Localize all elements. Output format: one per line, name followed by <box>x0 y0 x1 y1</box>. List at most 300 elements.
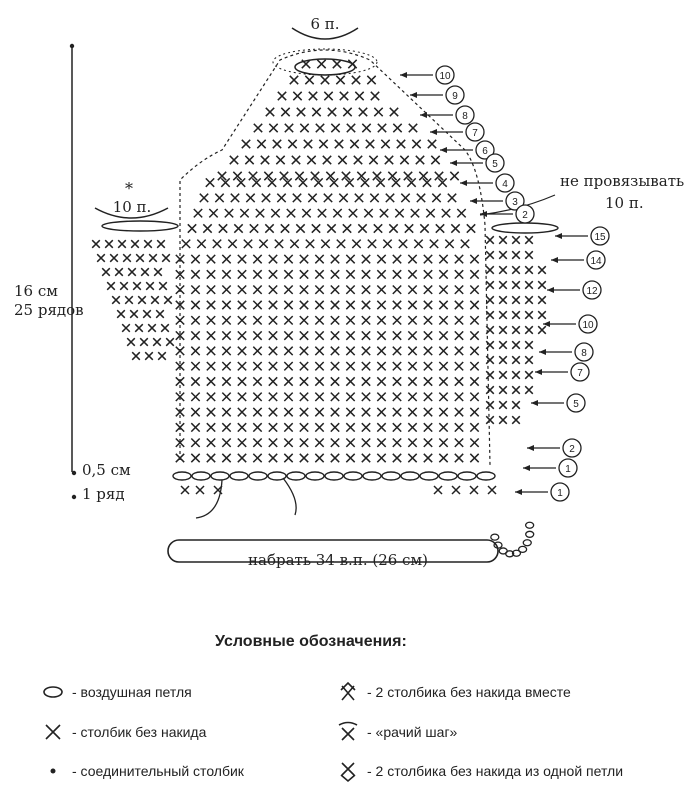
single-crochet-mark <box>499 251 507 259</box>
single-crochet-mark <box>92 240 100 248</box>
single-crochet-mark <box>408 255 416 263</box>
single-crochet-mark <box>130 310 138 318</box>
single-crochet-mark <box>393 377 401 385</box>
chain-loop-link <box>499 548 507 554</box>
single-crochet-mark <box>411 209 419 217</box>
single-crochet-mark <box>424 255 432 263</box>
single-crochet-mark <box>408 316 416 324</box>
single-crochet-mark <box>315 301 323 309</box>
single-crochet-mark <box>245 156 253 164</box>
single-crochet-mark <box>486 236 494 244</box>
single-crochet-mark <box>538 296 546 304</box>
single-crochet-mark <box>439 377 447 385</box>
row-number: 8 <box>581 348 587 359</box>
single-crochet-mark <box>336 76 344 84</box>
row-number: 1 <box>557 488 563 499</box>
row-number: 2 <box>569 444 575 455</box>
single-crochet-mark <box>284 255 292 263</box>
single-crochet-mark <box>470 347 478 355</box>
single-crochet-mark <box>164 296 172 304</box>
single-crochet-mark <box>312 108 320 116</box>
single-crochet-mark <box>346 454 354 462</box>
single-crochet-mark <box>253 286 261 294</box>
single-crochet-mark <box>191 454 199 462</box>
single-crochet-mark <box>512 386 520 394</box>
single-crochet-mark <box>207 270 215 278</box>
single-crochet-mark <box>238 255 246 263</box>
single-crochet-mark <box>499 416 507 424</box>
single-crochet-mark <box>300 124 308 132</box>
single-crochet-mark <box>408 393 416 401</box>
single-crochet-mark <box>300 377 308 385</box>
single-crochet-mark <box>318 209 326 217</box>
single-crochet-mark <box>331 454 339 462</box>
single-crochet-mark <box>434 486 442 494</box>
single-crochet-mark <box>284 454 292 462</box>
row-number: 8 <box>462 111 468 122</box>
chain-loop-link <box>491 534 499 540</box>
single-crochet-mark <box>231 194 239 202</box>
arrow-head <box>430 129 437 135</box>
single-crochet-mark <box>317 60 325 68</box>
single-crochet-mark <box>246 194 254 202</box>
single-crochet-mark <box>470 439 478 447</box>
single-crochet-mark <box>288 140 296 148</box>
single-crochet-mark <box>538 311 546 319</box>
single-crochet-mark <box>399 240 407 248</box>
single-crochet-mark <box>300 255 308 263</box>
single-crochet-mark <box>393 124 401 132</box>
single-crochet-mark <box>499 281 507 289</box>
single-crochet-mark <box>238 362 246 370</box>
mitten-contour <box>180 50 490 465</box>
single-crochet-mark <box>499 326 507 334</box>
single-crochet-mark <box>331 362 339 370</box>
single-crochet-mark <box>377 331 385 339</box>
single-crochet-mark <box>207 439 215 447</box>
single-crochet-mark <box>499 236 507 244</box>
single-crochet-mark <box>331 347 339 355</box>
single-crochet-mark <box>219 224 227 232</box>
single-crochet-mark <box>445 240 453 248</box>
single-crochet-mark <box>269 454 277 462</box>
single-crochet-mark <box>380 209 388 217</box>
single-crochet-mark <box>269 423 277 431</box>
arrow-head <box>543 321 550 327</box>
single-crochet-mark <box>145 352 153 360</box>
single-crochet-mark <box>107 282 115 290</box>
single-crochet-mark <box>238 270 246 278</box>
row-number: 10 <box>439 71 451 82</box>
single-crochet-mark <box>222 454 230 462</box>
single-crochet-mark <box>259 240 267 248</box>
single-crochet-mark <box>488 486 496 494</box>
single-crochet-mark <box>416 156 424 164</box>
single-crochet-mark <box>377 439 385 447</box>
single-crochet-mark <box>207 286 215 294</box>
single-crochet-mark <box>486 386 494 394</box>
single-crochet-mark <box>331 423 339 431</box>
single-crochet-mark <box>222 347 230 355</box>
single-crochet-mark <box>424 377 432 385</box>
single-crochet-mark <box>512 401 520 409</box>
single-crochet-mark <box>470 331 478 339</box>
single-crochet-mark <box>408 270 416 278</box>
single-crochet-mark <box>439 423 447 431</box>
single-crochet-mark <box>300 439 308 447</box>
single-crochet-mark <box>455 393 463 401</box>
single-crochet-mark <box>207 408 215 416</box>
single-crochet-mark <box>512 326 520 334</box>
single-crochet-mark <box>430 240 438 248</box>
single-crochet-mark <box>364 209 372 217</box>
arrow-head <box>420 112 427 118</box>
single-crochet-mark <box>269 408 277 416</box>
single-crochet-mark <box>284 331 292 339</box>
single-crochet-mark <box>284 362 292 370</box>
single-crochet-mark <box>128 268 136 276</box>
crab-stitch-icon <box>335 720 361 744</box>
single-crochet-mark <box>207 301 215 309</box>
foundation-chain-note: набрать 34 в.п. (26 см) <box>248 551 428 569</box>
row-number: 7 <box>577 368 583 379</box>
single-crochet-mark <box>408 454 416 462</box>
single-crochet-mark <box>146 282 154 290</box>
chain-stitch-mark <box>477 472 495 480</box>
single-crochet-mark <box>284 316 292 324</box>
left-stitch-count: 10 п. <box>112 198 152 216</box>
single-crochet-mark <box>203 224 211 232</box>
single-crochet-mark <box>346 270 354 278</box>
arrow-head <box>515 489 522 495</box>
single-crochet-mark <box>377 454 385 462</box>
single-crochet-mark <box>393 393 401 401</box>
single-crochet-mark <box>271 209 279 217</box>
row-number: 6 <box>482 146 488 157</box>
single-crochet-mark <box>395 209 403 217</box>
single-crochet-mark <box>346 423 354 431</box>
single-crochet-mark <box>499 371 507 379</box>
single-crochet-mark <box>284 286 292 294</box>
single-crochet-mark <box>230 156 238 164</box>
cuff-curves <box>196 478 296 518</box>
single-crochet-mark <box>253 301 261 309</box>
single-crochet-mark <box>273 140 281 148</box>
row-number: 12 <box>586 286 598 297</box>
single-crochet-mark <box>455 270 463 278</box>
single-crochet-mark <box>486 251 494 259</box>
single-crochet-mark <box>346 377 354 385</box>
single-crochet-mark <box>256 209 264 217</box>
row-number: 1 <box>565 464 571 475</box>
single-crochet-mark <box>222 286 230 294</box>
single-crochet-mark <box>162 254 170 262</box>
single-crochet-mark <box>499 401 507 409</box>
single-crochet-mark <box>257 140 265 148</box>
single-crochet-mark <box>144 240 152 248</box>
single-crochet-mark <box>499 296 507 304</box>
single-crochet-mark <box>300 301 308 309</box>
single-crochet-mark <box>244 240 252 248</box>
chain-stitch-mark <box>287 472 305 480</box>
single-crochet-mark <box>105 240 113 248</box>
chain-stitch-mark <box>173 472 191 480</box>
left-chain-oval <box>102 221 178 231</box>
single-crochet-mark <box>191 377 199 385</box>
single-crochet-mark <box>451 224 459 232</box>
single-crochet-mark <box>315 423 323 431</box>
single-crochet-mark <box>238 393 246 401</box>
single-crochet-mark <box>377 393 385 401</box>
single-crochet-mark <box>470 423 478 431</box>
single-crochet-mark <box>281 224 289 232</box>
single-crochet-mark <box>315 362 323 370</box>
single-crochet-mark <box>377 377 385 385</box>
single-crochet-mark <box>525 266 533 274</box>
single-crochet-mark <box>346 286 354 294</box>
single-crochet-mark <box>327 224 335 232</box>
row-number: 5 <box>573 399 579 410</box>
single-crochet-mark <box>486 401 494 409</box>
chain-stitch-mark <box>439 472 457 480</box>
single-crochet-mark <box>290 240 298 248</box>
single-crochet-mark <box>335 140 343 148</box>
single-crochet-mark <box>123 254 131 262</box>
star-mark: * <box>125 179 133 198</box>
single-crochet-mark <box>222 301 230 309</box>
single-crochet-mark <box>346 362 354 370</box>
single-crochet-mark <box>499 266 507 274</box>
single-crochet-mark <box>122 324 130 332</box>
single-crochet-mark <box>328 108 336 116</box>
single-crochet-mark <box>393 423 401 431</box>
single-crochet-mark <box>439 301 447 309</box>
single-crochet-mark <box>315 255 323 263</box>
single-crochet-mark <box>390 108 398 116</box>
single-crochet-mark <box>455 331 463 339</box>
single-crochet-mark <box>499 386 507 394</box>
single-crochet-mark <box>287 209 295 217</box>
single-crochet-mark <box>439 331 447 339</box>
cuff-dot-top <box>72 471 76 475</box>
single-crochet-mark <box>470 270 478 278</box>
single-crochet-mark <box>393 454 401 462</box>
chain-stitch-mark <box>420 472 438 480</box>
single-crochet-mark <box>191 255 199 263</box>
slip-stitch-icon <box>40 759 66 783</box>
single-crochet-mark <box>207 331 215 339</box>
single-crochet-mark <box>409 124 417 132</box>
single-crochet-mark <box>512 311 520 319</box>
single-crochet-mark <box>315 270 323 278</box>
single-crochet-mark <box>238 439 246 447</box>
single-crochet-mark <box>512 281 520 289</box>
single-crochet-mark <box>470 408 478 416</box>
mitten-outline <box>70 28 555 518</box>
single-crochet-mark <box>420 224 428 232</box>
single-crochet-mark <box>370 194 378 202</box>
single-crochet-mark <box>346 316 354 324</box>
single-crochet-mark <box>136 254 144 262</box>
single-crochet-mark <box>222 270 230 278</box>
single-crochet-mark <box>110 254 118 262</box>
single-crochet-mark <box>439 454 447 462</box>
single-crochet-mark <box>331 270 339 278</box>
single-crochet-mark <box>366 140 374 148</box>
single-crochet-mark <box>470 301 478 309</box>
single-crochet-mark <box>362 316 370 324</box>
single-crochet-mark <box>331 393 339 401</box>
single-crochet-mark <box>369 156 377 164</box>
single-crochet-mark <box>525 356 533 364</box>
single-crochet-mark <box>253 362 261 370</box>
single-crochet-mark <box>393 347 401 355</box>
single-crochet-mark <box>525 341 533 349</box>
single-crochet-mark <box>331 316 339 324</box>
single-crochet-mark <box>253 270 261 278</box>
single-crochet-mark <box>207 255 215 263</box>
single-crochet-mark <box>253 255 261 263</box>
single-crochet-mark <box>455 408 463 416</box>
single-crochet-mark <box>117 310 125 318</box>
single-crochet-mark <box>538 326 546 334</box>
single-crochet-mark <box>300 316 308 324</box>
single-crochet-mark <box>355 92 363 100</box>
single-crochet-mark <box>499 311 507 319</box>
single-crochet-mark <box>331 408 339 416</box>
single-crochet-mark <box>253 393 261 401</box>
single-crochet-mark <box>306 240 314 248</box>
single-crochet-mark <box>305 76 313 84</box>
single-crochet-mark <box>426 209 434 217</box>
single-crochet-mark <box>408 423 416 431</box>
single-crochet-mark <box>238 377 246 385</box>
single-crochet-mark <box>140 338 148 346</box>
row-number: 10 <box>582 320 594 331</box>
single-crochet-mark <box>297 108 305 116</box>
single-crochet-mark <box>278 92 286 100</box>
single-crochet-mark <box>538 281 546 289</box>
single-crochet-mark <box>238 331 246 339</box>
single-crochet-mark <box>197 240 205 248</box>
single-crochet-mark <box>315 408 323 416</box>
single-crochet-mark <box>253 423 261 431</box>
single-crochet-mark <box>284 408 292 416</box>
single-crochet-mark <box>296 224 304 232</box>
single-crochet-mark <box>377 286 385 294</box>
single-crochet-mark <box>408 362 416 370</box>
cuff-rows: 1 ряд <box>82 485 125 503</box>
single-crochet-mark <box>141 268 149 276</box>
single-crochet-mark <box>269 362 277 370</box>
single-crochet-mark <box>424 408 432 416</box>
single-crochet-mark <box>439 270 447 278</box>
single-crochet-mark <box>284 377 292 385</box>
single-crochet-mark <box>408 331 416 339</box>
single-crochet-mark <box>315 439 323 447</box>
single-crochet-mark <box>354 156 362 164</box>
row-number: 9 <box>452 91 458 102</box>
single-crochet-mark <box>408 439 416 447</box>
single-crochet-mark <box>331 124 339 132</box>
single-crochet-mark <box>238 301 246 309</box>
single-crochet-mark <box>262 194 270 202</box>
single-crochet-mark <box>321 76 329 84</box>
row-number: 4 <box>502 179 508 190</box>
single-crochet-mark <box>196 486 204 494</box>
single-crochet-mark <box>300 286 308 294</box>
single-crochet-mark <box>455 439 463 447</box>
single-crochet-mark <box>331 331 339 339</box>
single-crochet-mark <box>127 338 135 346</box>
single-crochet-mark <box>118 240 126 248</box>
single-crochet-mark <box>269 255 277 263</box>
single-crochet-mark <box>319 140 327 148</box>
single-crochet-mark <box>238 286 246 294</box>
single-crochet-mark <box>374 224 382 232</box>
single-crochet-mark <box>346 347 354 355</box>
single-crochet-mark <box>512 416 520 424</box>
chain-stitch-mark <box>211 472 229 480</box>
height-cm: 16 см <box>14 282 58 300</box>
single-crochet-mark <box>439 316 447 324</box>
single-crochet-mark <box>397 140 405 148</box>
single-crochet-mark <box>312 224 320 232</box>
single-crochet-mark <box>349 209 357 217</box>
single-crochet-mark <box>457 209 465 217</box>
single-crochet-mark <box>470 362 478 370</box>
single-crochet-mark <box>300 408 308 416</box>
arrow-head <box>551 257 558 263</box>
single-crochet-mark <box>120 282 128 290</box>
single-crochet-mark <box>377 301 385 309</box>
single-crochet-mark <box>304 140 312 148</box>
arrow-head <box>539 349 546 355</box>
chain-stitch-mark <box>306 472 324 480</box>
single-crochet-mark <box>222 423 230 431</box>
single-crochet-mark <box>284 423 292 431</box>
single-crochet-mark <box>455 255 463 263</box>
single-crochet-mark <box>315 393 323 401</box>
single-crochet-mark <box>362 347 370 355</box>
single-crochet-mark <box>499 356 507 364</box>
single-crochet-mark <box>347 124 355 132</box>
single-crochet-mark <box>307 156 315 164</box>
single-crochet-mark <box>346 301 354 309</box>
single-crochet-mark <box>408 408 416 416</box>
single-crochet-mark <box>206 178 214 186</box>
single-crochet-mark <box>389 224 397 232</box>
arrow-head <box>410 92 417 98</box>
single-crochet-mark <box>333 60 341 68</box>
single-crochet-mark <box>452 486 460 494</box>
single-crochet-mark <box>331 377 339 385</box>
single-crochet-mark <box>467 224 475 232</box>
single-crochet-mark <box>439 408 447 416</box>
single-crochet-mark <box>300 331 308 339</box>
arrow-head <box>470 198 477 204</box>
row-number: 3 <box>512 197 518 208</box>
single-crochet-mark <box>486 296 494 304</box>
single-crochet-mark <box>290 76 298 84</box>
single-crochet-mark <box>362 255 370 263</box>
single-crochet-mark <box>143 310 151 318</box>
single-crochet-mark <box>377 270 385 278</box>
single-crochet-mark <box>222 393 230 401</box>
single-crochet-mark <box>525 386 533 394</box>
arrow-head <box>527 445 534 451</box>
single-crochet-mark <box>362 393 370 401</box>
